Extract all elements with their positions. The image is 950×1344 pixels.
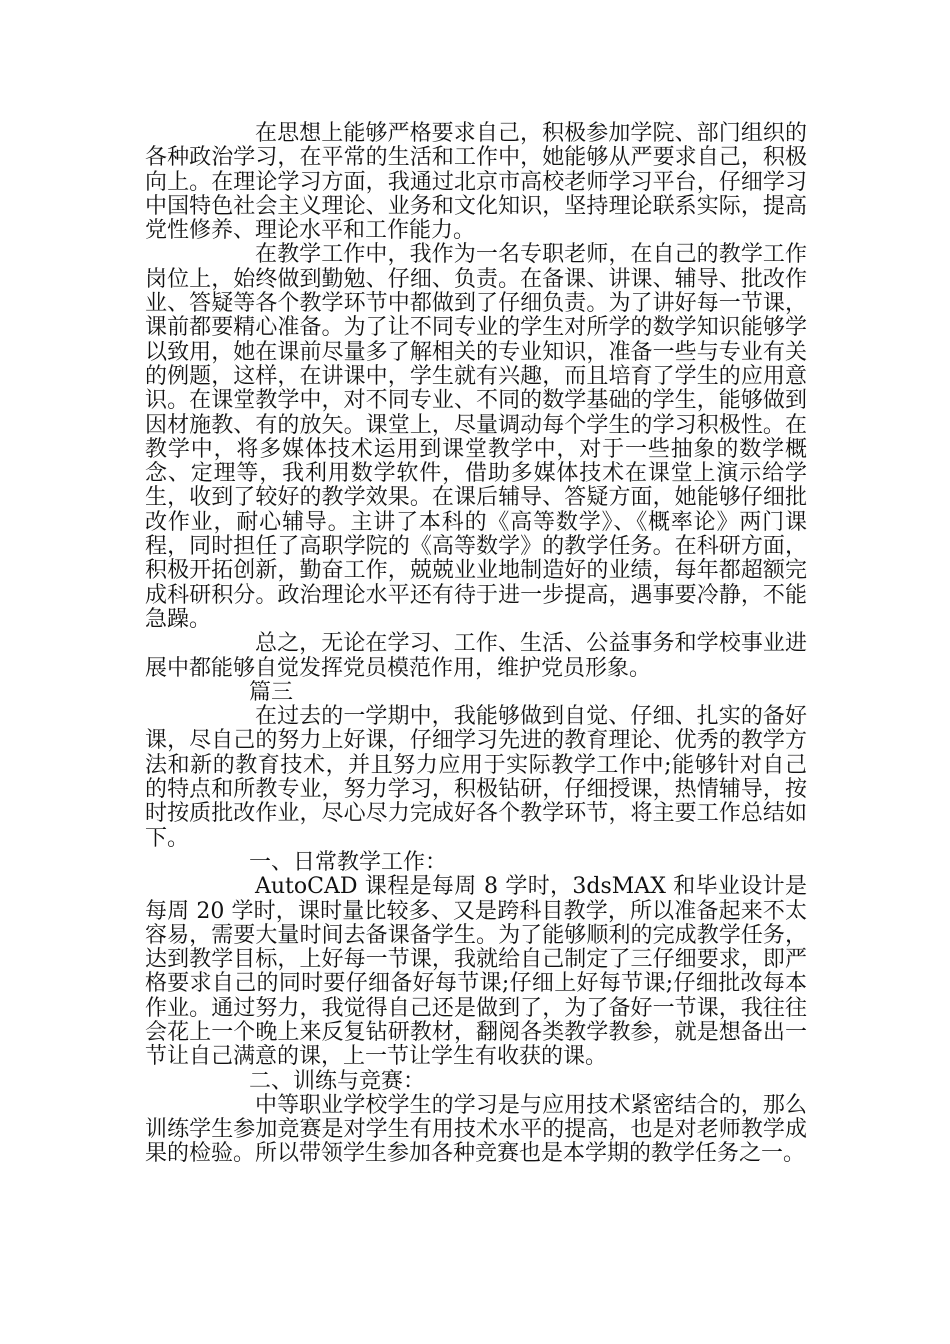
paragraph: 中等职业学校学生的学习是与应用技术紧密结合的，那么训练学生参加竞赛是对学生有用技术水平的提高，也是对老师教学成果的检验。所以带领学生参加各种竞赛也是本学期的教学任务之一。 <box>145 1092 807 1167</box>
paragraph: AutoCAD 课程是每周 8 学时，3dsMAX 和毕业设计是每周 20 学时，课时量比较多、又是跨科目教学，所以准备起来不太容易，需要大量时间去备课备学生。为了能够顺利的完成教学任务，达到教学目标，上好每一节课，我就给自己制定了三仔细要求，即严格要求自己的同时要仔细备好每节课;仔细上好每节课;仔细批改每本作业。通过努力，我觉得自己还是做到了，为了备好一节课，我往往会花上一个晚上来反复钻研教材，翻阅各类教学教参，就是想备出一节让自己满意的课，上一节让学生有收获的课。 <box>145 874 807 1070</box>
paragraph: 总之，无论在学习、工作、生活、公益事务和学校事业进展中都能够自觉发挥党员模范作用，维护党员形象。 <box>145 631 807 681</box>
section-heading: 一、日常教学工作： <box>249 849 448 875</box>
paragraph: 在过去的一学期中，我能够做到自觉、仔细、扎实的备好课，尽自己的努力上好课，仔细学习先进的教育理论、优秀的教学方法和新的教育技术，并且努力应用于实际教学工作中;能够针对自己的特点和所教专业，努力学习，积极钻研，仔细授课，热情辅导，按时按质批改作业，尽心尽力完成好各个教学环节，将主要工作总结如下。 <box>145 704 807 851</box>
section-heading: 二、训练与竞赛： <box>249 1068 426 1094</box>
paragraph: 在教学工作中，我作为一名专职老师，在自己的教学工作岗位上，始终做到勤勉、仔细、负责。在备课、讲课、辅导、批改作业、答疑等各个教学环节中都做到了仔细负责。为了讲好每一节课，课前都要精心准备。为了让不同专业的学生对所学的数学知识能够学以致用，她在课前尽量多了解相关的专业知识，准备一些与专业有关的例题，这样，在讲课中，学生就有兴趣，而且培育了学生的应用意识。在课堂教学中，对不同专业、不同的数学基础的学生，能够做到因材施教、有的放矢。课堂上，尽量调动每个学生的学习积极性。在教学中，将多媒体技术运用到课堂教学中，对于一些抽象的数学概念、定理等，我利用数学软件，借助多媒体技术在课堂上演示给学生，收到了较好的教学效果。在课后辅导、答疑方面，她能够仔细批改作业，耐心辅导。主讲了本科的《高等数学》、《概率论》两门课程，同时担任了高职学院的《高等数学》的教学任务。在科研方面，积极开拓创新，勤奋工作，兢兢业业地制造好的业绩，每年都超额完成科研积分。政治理论水平还有待于进一步提高，遇事要冷静，不能急躁。 <box>145 242 807 632</box>
document-page <box>145 122 807 1167</box>
paragraph: 在思想上能够严格要求自己，积极参加学院、部门组织的各种政治学习，在平常的生活和工作中，她能够从严要求自己，积极向上。在理论学习方面，我通过北京市高校老师学习平台，仔细学习中国特色社会主义理论、业务和文化知识，坚持理论联系实际，提高党性修养、理论水平和工作能力。 <box>145 121 807 244</box>
section-title: 篇三 <box>249 679 294 705</box>
